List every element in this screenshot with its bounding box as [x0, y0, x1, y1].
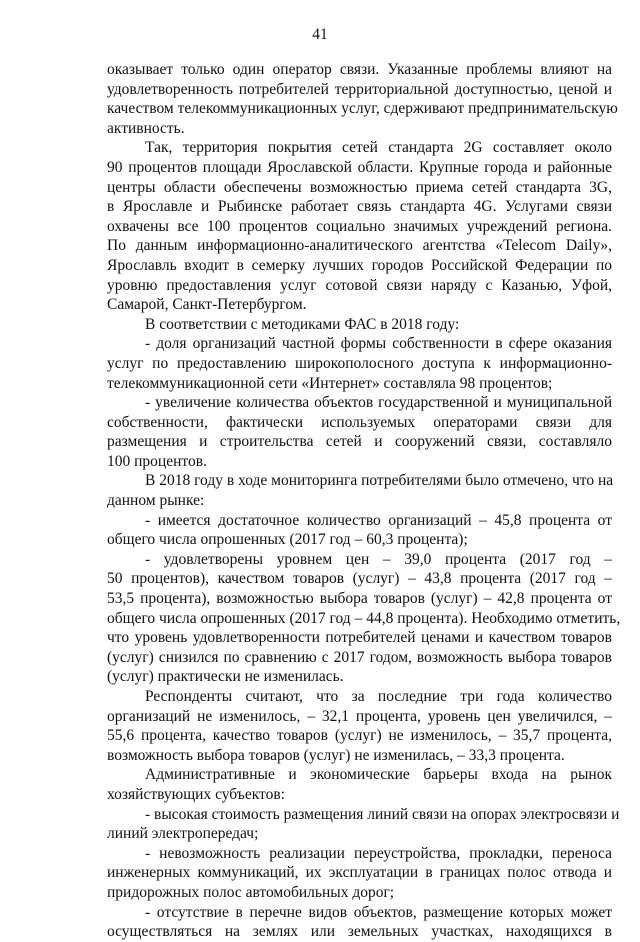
text-line: инженерных коммуникаций, их эксплуатации в границах полос отвода и: [107, 864, 612, 882]
text-line: размещения и строительства сетей и сооружений связи, составляло: [107, 433, 612, 451]
document-body-text: [107, 60, 621, 942]
text-line: Так, территория покрытия сетей стандарта 2G составляет около: [145, 139, 612, 157]
text-line: хозяйствующих субъектов:: [107, 785, 285, 803]
text-line: оказывает только один оператор связи. Указанные проблемы влияют на: [107, 61, 612, 78]
text-line: общего числа опрошенных (2017 год – 44,8 процента). Необходимо отметить,: [107, 609, 621, 627]
text-line: - доля организаций частной формы собственности в сфере оказания: [145, 335, 612, 353]
text-line: - высокая стоимость размещения линий связи на опорах электросвязи и: [145, 805, 620, 823]
text-line: услуг по предоставлению широкополосного доступа к информационно-: [107, 354, 612, 372]
text-line: что уровень удовлетворенности потребителей ценами и качеством товаров: [107, 629, 612, 647]
text-line: линий электропередач;: [107, 825, 259, 843]
text-line: уровню предоставления услуг сотовой связи наряду с Казанью, Уфой,: [107, 276, 612, 294]
text-line: осуществляться на землях или земельных участках, находящихся в: [107, 923, 612, 941]
text-line: центры области обеспечены возможностью приема сетей стандарта 3G,: [107, 178, 612, 196]
text-line: Респонденты считают, что за последние три года количество: [145, 688, 612, 705]
text-line: - невозможность реализации переустройства, прокладки, переноса: [145, 844, 612, 862]
text-line: общего числа опрошенных (2017 год – 60,3 процента);: [107, 531, 468, 549]
text-line: - удовлетворены уровнем цен – 39,0 процента (2017 год –: [145, 550, 612, 568]
text-line: По данным информационно-аналитического агентства «Telecom Daily»,: [107, 237, 612, 255]
text-line: В соответствии с методиками ФАС в 2018 году:: [145, 315, 460, 333]
text-line: (услуг) снизился по сравнению с 2017 годом, возможность выбора товаров: [107, 648, 612, 666]
text-line: 53,5 процента), возможностью выбора товаров (услуг) – 42,8 процента от: [107, 590, 612, 608]
text-line: 55,6 процента, качество товаров (услуг) не изменилось, – 35,7 процента,: [107, 727, 612, 745]
text-line: телекоммуникационной сети «Интернет» составляла 98 процентов;: [107, 374, 553, 392]
text-line: придорожных полос автомобильных дорог;: [107, 883, 395, 901]
text-line: в Ярославле и Рыбинске работает связь стандарта 4G. Услугами связи: [107, 198, 612, 216]
text-line: - увеличение количества объектов государственной и муниципальной: [145, 394, 612, 412]
text-line: Административные и экономические барьеры входа на рынок: [145, 766, 612, 784]
text-line: - отсутствие в перечне видов объектов, размещение которых может: [145, 903, 612, 921]
text-line: 90 процентов площади Ярославской области. Крупные города и районные: [107, 158, 612, 176]
text-line: 50 процентов), качеством товаров (услуг) – 43,8 процента (2017 год –: [107, 570, 612, 588]
text-line: данном рынке:: [107, 492, 205, 510]
page-number: 41: [312, 26, 328, 43]
text-line: охвачены все 100 процентов социально значимых учреждений региона.: [107, 217, 612, 235]
text-line: - имеется достаточное количество организаций – 45,8 процента от: [145, 511, 612, 529]
text-line: удовлетворенность потребителей территориальной доступностью, ценой и: [107, 80, 612, 98]
text-line: (услуг) практически не изменилась.: [107, 668, 344, 686]
text-line: активность.: [107, 119, 185, 137]
text-line: Ярославль входит в семерку лучших городов Российской Федерации по: [107, 256, 612, 274]
text-line: 100 процентов.: [107, 452, 207, 470]
text-line: организаций не изменилось, – 32,1 процента, уровень цен увеличился, –: [107, 707, 612, 725]
text-line: качеством телекоммуникационных услуг, сдерживают предпринимательскую: [107, 100, 618, 118]
text-line: собственности, фактически используемых операторами связи для: [107, 413, 612, 431]
text-line: В 2018 году в ходе мониторинга потребителями было отмечено, что на: [145, 472, 614, 490]
text-line: возможность выбора товаров (услуг) не изменилась, – 33,3 процента.: [107, 746, 565, 764]
text-line: Самарой, Санкт-Петербургом.: [107, 296, 307, 314]
